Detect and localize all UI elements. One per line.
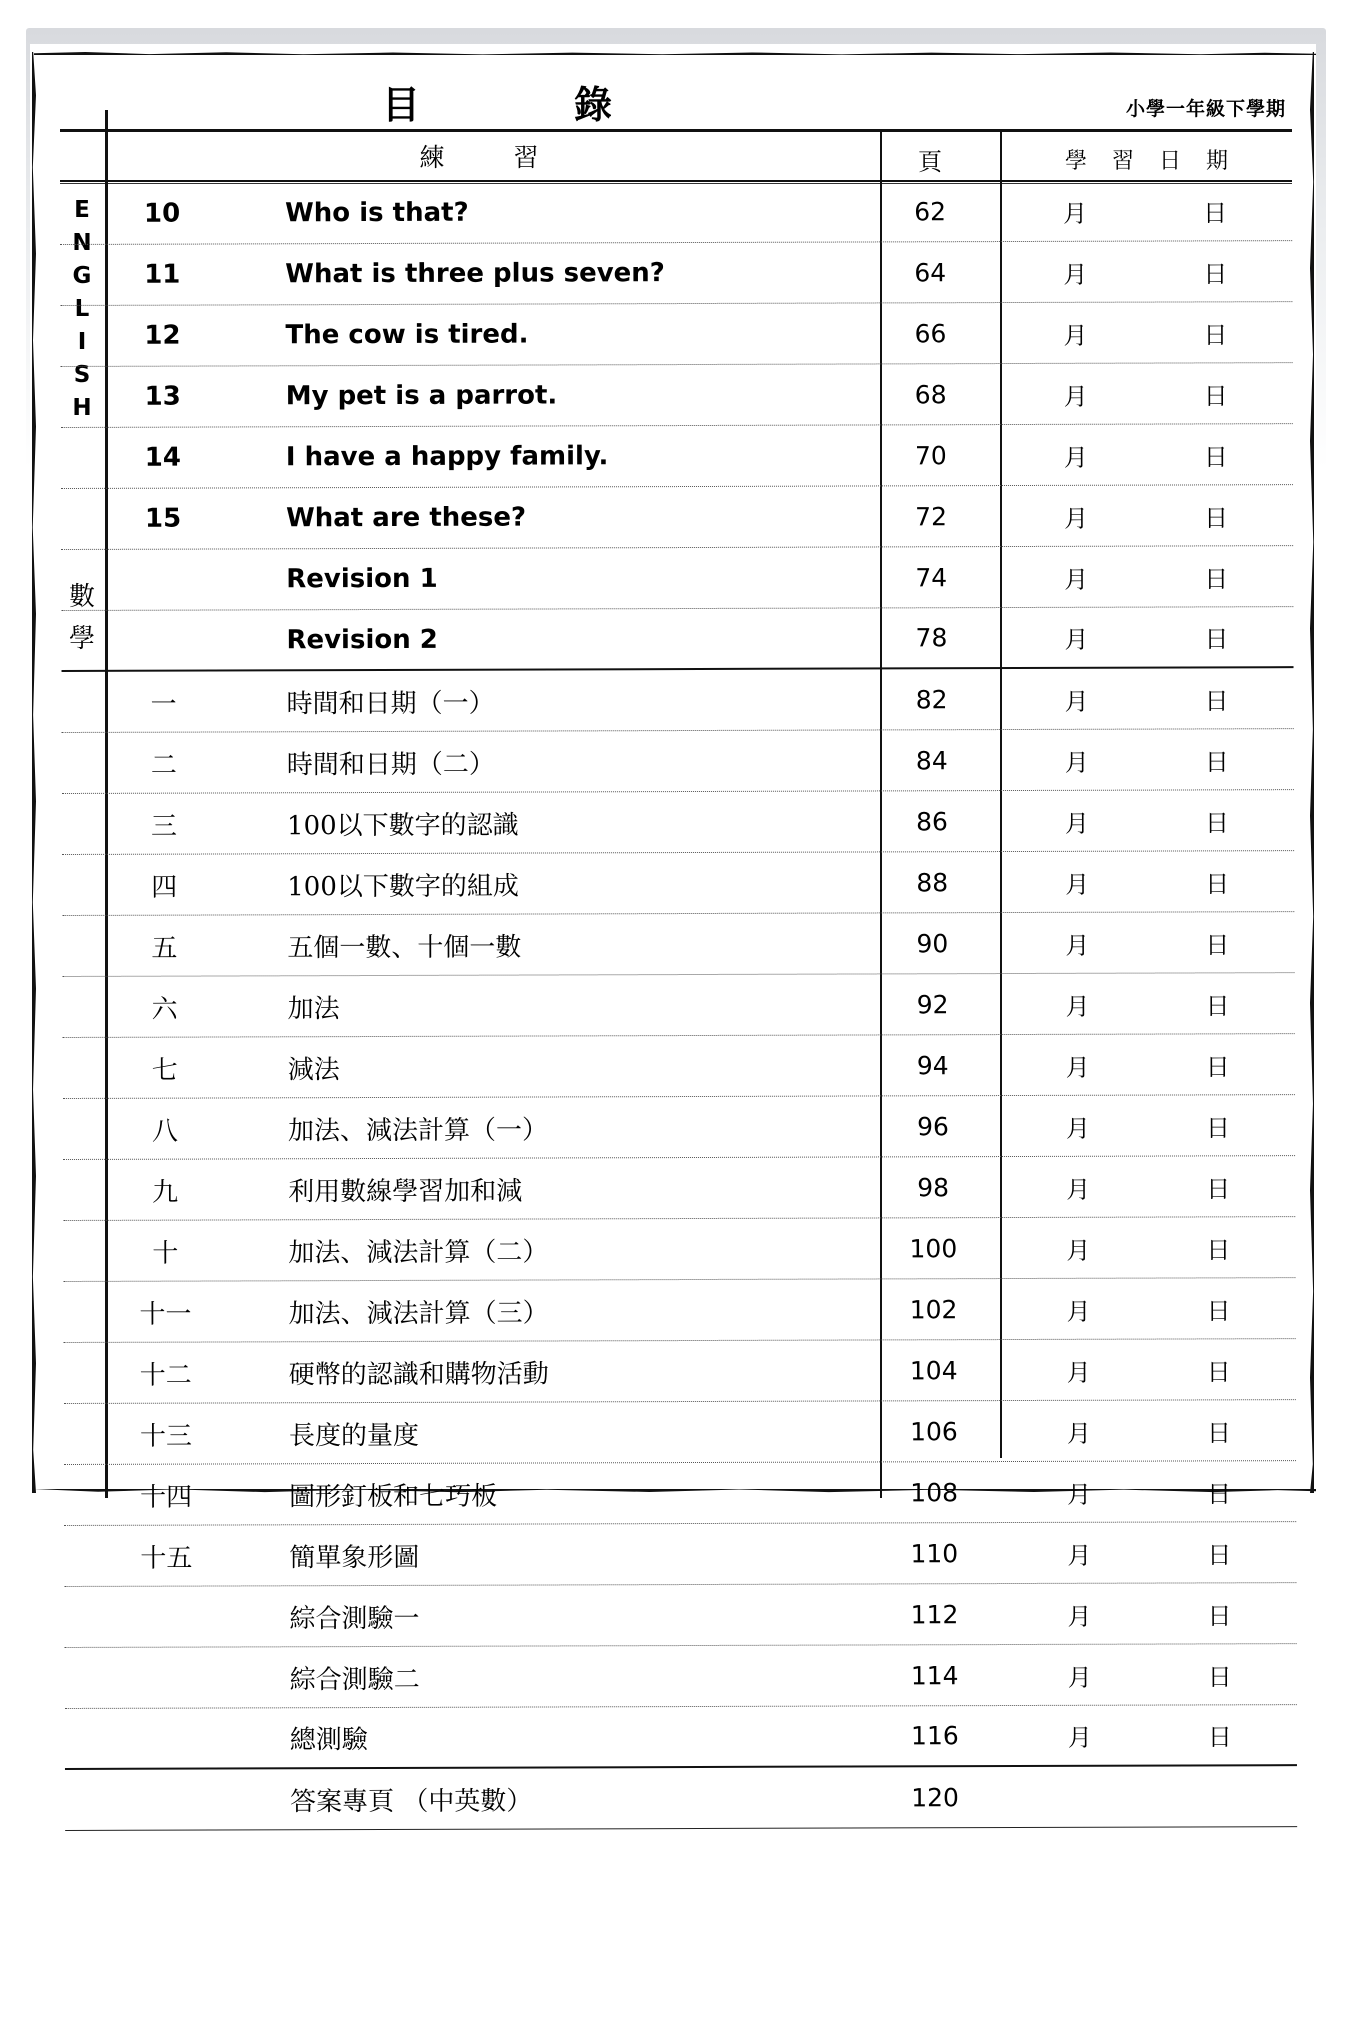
- row-number: [107, 611, 219, 670]
- row-page-number: 68: [914, 379, 947, 409]
- row-page-number: 62: [914, 196, 947, 226]
- row-day-label: [1155, 1766, 1285, 1826]
- row-section-cell: [61, 489, 106, 549]
- row-month-label: 月: [1065, 931, 1090, 960]
- row-section-cell: [62, 733, 107, 793]
- row-page-number: 92: [916, 989, 949, 1019]
- row-title: 加法、減法計算（三）: [288, 1297, 549, 1329]
- row-title: 100以下數字的認識: [286, 810, 519, 841]
- table-row[interactable]: [62, 729, 1294, 794]
- row-day-label: 日: [1206, 1296, 1231, 1325]
- row-section-cell: [63, 1221, 108, 1281]
- row-day-label: 日: [1206, 1418, 1231, 1447]
- row-month-label: 月: [1064, 809, 1090, 838]
- row-day-label: 日: [1203, 198, 1228, 227]
- row-title: What are these?: [286, 502, 527, 534]
- row-section-cell: [61, 550, 106, 610]
- row-number: 一: [150, 689, 177, 720]
- row-section-cell: [60, 245, 105, 305]
- row-section-cell: [62, 855, 107, 915]
- table-row[interactable]: [64, 1400, 1296, 1465]
- row-month-label: 月: [1064, 687, 1089, 716]
- row-day-label: 日: [1207, 1601, 1232, 1630]
- row-section-cell: [62, 672, 107, 732]
- row-title: 硬幣的認識和購物活動: [288, 1358, 549, 1390]
- table-row[interactable]: [61, 485, 1293, 550]
- table-row[interactable]: [61, 424, 1293, 489]
- table-row[interactable]: [60, 241, 1292, 306]
- row-day-label: 日: [1203, 442, 1228, 471]
- table-row[interactable]: [65, 1766, 1297, 1831]
- row-number: [111, 1708, 223, 1767]
- row-day-label: 日: [1205, 869, 1230, 898]
- row-title: 加法、減法計算（一）: [287, 1114, 549, 1146]
- row-number: [111, 1647, 223, 1707]
- row-page-number: 64: [914, 257, 947, 287]
- row-month-label: 月: [1067, 1663, 1092, 1692]
- row-number: 11: [144, 259, 181, 290]
- row-section-cell: [64, 1587, 109, 1647]
- row-section-cell: [63, 1282, 108, 1342]
- table-row[interactable]: [63, 1217, 1295, 1282]
- column-header-row: [60, 132, 1292, 180]
- section-label-char: H: [72, 395, 92, 421]
- row-section-cell: [65, 1709, 110, 1768]
- row-page-number: 96: [917, 1111, 949, 1141]
- row-day-label: 日: [1207, 1662, 1232, 1691]
- table-row[interactable]: [60, 180, 1292, 245]
- table-row[interactable]: [62, 912, 1294, 977]
- row-month-label: 月: [1065, 870, 1090, 899]
- row-day-label: 日: [1205, 1113, 1231, 1142]
- row-page-number: 74: [915, 562, 948, 592]
- column-header-study-date: 學 習 日 期: [1065, 149, 1237, 174]
- row-title: 長度的量度: [288, 1420, 419, 1451]
- table-row[interactable]: [63, 1278, 1295, 1343]
- row-day-label: 日: [1207, 1540, 1232, 1569]
- row-number: [110, 1586, 222, 1646]
- row-page-number: 94: [916, 1050, 949, 1080]
- row-number: 14: [144, 442, 182, 473]
- table-row[interactable]: [62, 973, 1294, 1038]
- row-day-label: 日: [1204, 686, 1229, 715]
- row-title: 加法: [287, 993, 340, 1024]
- title-band: [60, 78, 1292, 127]
- row-page-number: 106: [910, 1416, 958, 1446]
- table-row[interactable]: [62, 790, 1294, 855]
- row-title: 時間和日期（二）: [286, 749, 495, 780]
- table-row[interactable]: [65, 1644, 1297, 1709]
- row-section-cell: [60, 184, 105, 244]
- row-section-cell: [62, 977, 107, 1037]
- row-number: 10: [143, 198, 181, 229]
- table-row[interactable]: [64, 1339, 1296, 1404]
- row-title: 100以下數字的組成: [287, 871, 519, 902]
- column-header-page: 頁: [918, 148, 942, 176]
- row-number: 15: [144, 503, 182, 534]
- row-page-number: 78: [915, 623, 948, 653]
- row-number: 七: [151, 1055, 178, 1086]
- page-title: 目 錄: [381, 82, 638, 127]
- row-title: My pet is a parrot.: [285, 380, 558, 412]
- row-month-label: 月: [1065, 1114, 1091, 1143]
- row-page-number: 100: [909, 1233, 958, 1263]
- row-number: 12: [144, 320, 181, 351]
- section-label-char: L: [74, 296, 90, 322]
- row-page-number: 108: [910, 1477, 959, 1507]
- row-number: 十五: [140, 1543, 193, 1574]
- table-row[interactable]: [61, 607, 1293, 672]
- row-title: 五個一數、十個一數: [287, 932, 522, 963]
- row-day-label: 日: [1204, 503, 1229, 532]
- section-label-char: I: [77, 329, 87, 355]
- row-page-number: 102: [909, 1294, 958, 1324]
- row-day-label: 日: [1204, 747, 1229, 776]
- table-row[interactable]: [61, 546, 1293, 611]
- table-row[interactable]: [62, 851, 1294, 916]
- row-title: 減法: [287, 1054, 340, 1085]
- row-month-label: 月: [1066, 1419, 1091, 1448]
- row-month-label: 月: [1063, 199, 1088, 228]
- row-page-number: 90: [916, 928, 949, 958]
- row-page-number: 98: [917, 1172, 950, 1202]
- row-title: Who is that?: [285, 197, 469, 229]
- row-month-label: 月: [1063, 260, 1088, 289]
- row-day-label: 日: [1204, 625, 1229, 654]
- row-section-cell: [61, 367, 106, 427]
- row-month-label: 月: [1066, 1297, 1091, 1326]
- row-section-cell: [63, 1038, 108, 1098]
- row-title: 簡單象形圖: [289, 1542, 420, 1573]
- row-number: 五: [151, 933, 178, 964]
- section-label-char: E: [74, 197, 90, 223]
- row-section-cell: [65, 1770, 110, 1830]
- row-day-label: 日: [1206, 1357, 1231, 1386]
- row-section-cell: [61, 611, 106, 670]
- section-label-char: N: [72, 230, 92, 256]
- row-month-label: 月: [1063, 443, 1088, 472]
- table-row[interactable]: [60, 302, 1292, 367]
- row-section-cell: [63, 1160, 108, 1220]
- row-title: 圖形釘板和七巧板: [289, 1481, 498, 1512]
- row-month-label: 月: [1067, 1602, 1092, 1631]
- row-month-label: 月: [1067, 1480, 1092, 1509]
- row-title: 綜合測驗二: [289, 1664, 420, 1695]
- row-day-label: 日: [1206, 1235, 1231, 1264]
- row-number: 十: [152, 1238, 179, 1269]
- row-number: 十一: [139, 1299, 192, 1330]
- row-month-label: 月: [1064, 748, 1089, 777]
- row-number: 十三: [139, 1421, 192, 1452]
- table-row[interactable]: [61, 363, 1293, 428]
- row-page-number: 84: [915, 745, 948, 775]
- row-page-number: 70: [914, 440, 947, 470]
- row-month-label: 月: [1063, 321, 1088, 350]
- row-title: Revision 2: [286, 624, 438, 655]
- row-section-cell: [65, 1648, 110, 1708]
- row-page-number: 82: [915, 684, 948, 714]
- row-title: 總測驗: [289, 1725, 368, 1756]
- row-page-number: 116: [910, 1721, 959, 1751]
- row-day-label: 日: [1207, 1479, 1232, 1508]
- row-month-label: [1015, 1767, 1145, 1827]
- section-label-char: G: [72, 263, 92, 289]
- table-row[interactable]: [62, 668, 1294, 733]
- contents-table: [60, 180, 1297, 1831]
- row-page-number: 112: [910, 1599, 959, 1629]
- row-month-label: 月: [1065, 992, 1090, 1021]
- row-page-number: 88: [916, 867, 949, 897]
- row-title: 利用數線學習加和減: [288, 1176, 523, 1207]
- row-month-label: 月: [1064, 504, 1089, 533]
- row-section-cell: [64, 1465, 109, 1525]
- row-title: Revision 1: [286, 563, 438, 595]
- row-day-label: 日: [1205, 991, 1230, 1020]
- table-row[interactable]: [65, 1705, 1297, 1770]
- row-title: I have a happy family.: [285, 441, 609, 473]
- column-header-exercise: 練 習: [419, 143, 561, 172]
- row-month-label: 月: [1064, 625, 1089, 654]
- row-month-label: 月: [1066, 1175, 1091, 1204]
- row-month-label: 月: [1066, 1236, 1091, 1265]
- row-page-number: 110: [910, 1538, 959, 1568]
- grade-label: 小學一年級下學期: [1125, 98, 1286, 120]
- section-label-char: 數: [68, 582, 95, 612]
- table-row[interactable]: [64, 1583, 1296, 1648]
- row-day-label: 日: [1203, 320, 1228, 349]
- row-title: The cow is tired.: [285, 319, 529, 351]
- row-number: 四: [151, 872, 178, 903]
- row-day-label: 日: [1205, 930, 1230, 959]
- row-day-label: 日: [1205, 1052, 1230, 1081]
- row-month-label: 月: [1066, 1358, 1091, 1387]
- row-day-label: 日: [1204, 564, 1229, 593]
- row-title: What is three plus seven?: [285, 258, 665, 290]
- row-number: 13: [144, 381, 181, 412]
- row-section-cell: [62, 794, 107, 854]
- row-month-label: 月: [1063, 382, 1088, 411]
- row-title: 答案專頁 （中英數）: [290, 1786, 533, 1817]
- row-number: [107, 550, 219, 610]
- row-number: 八: [151, 1116, 179, 1147]
- row-day-label: 日: [1207, 1723, 1232, 1752]
- table-row[interactable]: [63, 1156, 1295, 1221]
- row-number: [111, 1769, 223, 1829]
- row-section-cell: [64, 1404, 109, 1464]
- row-section-cell: [62, 916, 107, 976]
- row-page-number: 86: [916, 806, 948, 836]
- row-title: 加法、減法計算（二）: [288, 1236, 549, 1268]
- row-section-cell: [64, 1526, 109, 1586]
- row-month-label: 月: [1065, 1053, 1090, 1082]
- row-page-number: 72: [915, 501, 947, 531]
- table-row[interactable]: [64, 1522, 1296, 1587]
- row-section-cell: [61, 428, 106, 488]
- row-page-number: 66: [914, 318, 947, 348]
- row-month-label: 月: [1067, 1723, 1092, 1752]
- row-number: 二: [150, 750, 177, 781]
- row-day-label: 日: [1203, 259, 1228, 288]
- table-row[interactable]: [64, 1461, 1296, 1526]
- row-section-cell: [63, 1099, 108, 1159]
- row-month-label: 月: [1067, 1541, 1092, 1570]
- row-page-number: 120: [911, 1782, 959, 1812]
- row-month-label: 月: [1064, 565, 1089, 594]
- row-title: 時間和日期（一）: [286, 688, 495, 719]
- row-day-label: 日: [1206, 1174, 1231, 1203]
- section-label-char: 學: [68, 624, 95, 654]
- table-row[interactable]: [63, 1095, 1295, 1160]
- row-number: 十四: [140, 1482, 193, 1513]
- row-page-number: 114: [910, 1660, 959, 1690]
- section-label-char: S: [73, 362, 91, 388]
- row-day-label: 日: [1204, 808, 1230, 837]
- row-section-cell: [64, 1343, 109, 1403]
- row-page-number: 104: [909, 1355, 958, 1385]
- row-section-cell: [60, 306, 105, 366]
- row-number: 六: [151, 994, 178, 1025]
- table-row[interactable]: [63, 1034, 1295, 1099]
- row-number: 九: [152, 1177, 179, 1208]
- row-number: 三: [150, 811, 178, 842]
- row-number: 十二: [139, 1360, 192, 1391]
- row-title: 綜合測驗一: [289, 1603, 420, 1634]
- row-day-label: 日: [1203, 381, 1228, 410]
